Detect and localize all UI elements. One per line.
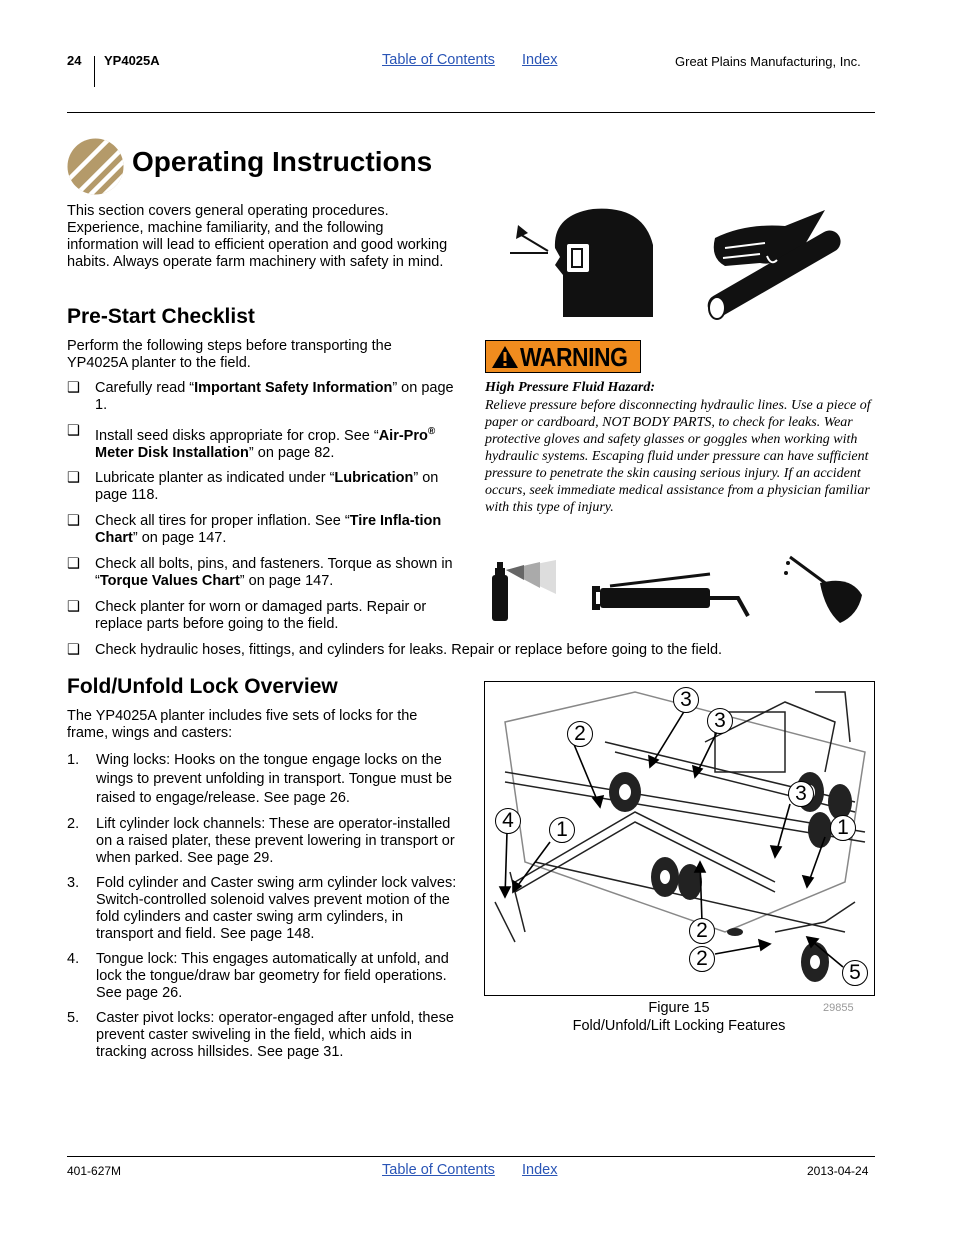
checklist-item: ❑ Carefully read “Important Safety Information” on page 1. xyxy=(67,380,454,413)
checkbox-icon: ❑ xyxy=(67,513,80,529)
index-link[interactable]: Index xyxy=(522,52,558,68)
checklist-item: ❑ Check planter for worn or damaged parts. Repair or replace parts before going to the field. xyxy=(67,599,427,632)
planter-illustration xyxy=(485,682,875,996)
checkbox-icon: ❑ xyxy=(67,556,80,572)
page-number: 24 xyxy=(67,53,82,68)
lock-list-item: 1. Wing locks: Hooks on the tongue engage locks on the wings to prevent unfolding in transport. Tongue must be raised to engage/release. See page 26. xyxy=(67,752,453,806)
page-title: Operating Instructions xyxy=(132,146,433,177)
prestart-heading: Pre-Start Checklist xyxy=(67,305,255,328)
callout-2: 2 xyxy=(689,918,715,944)
warning-triangle-icon xyxy=(491,345,519,369)
checkbox-icon: ❑ xyxy=(67,470,80,486)
footer-rule xyxy=(67,1156,875,1157)
grease-gun-icon xyxy=(590,570,750,620)
header-rule xyxy=(67,112,875,113)
figure-number: Figure 15 xyxy=(648,1000,710,1016)
oil-can-icon xyxy=(780,555,865,625)
section-logo-icon xyxy=(67,138,124,195)
fold-heading: Fold/Unfold Lock Overview xyxy=(67,675,338,698)
header-divider xyxy=(94,56,95,87)
model-name: YP4025A xyxy=(104,53,160,68)
callout-1: 1 xyxy=(830,815,856,841)
checklist-item: ❑ Check hydraulic hoses, fittings, and cylinders for leaks. Repair or replace before going to the field. xyxy=(67,642,723,658)
callout-1: 1 xyxy=(549,817,575,843)
callout-3: 3 xyxy=(673,687,699,713)
fold-intro: The YP4025A planter includes five sets of locks for the frame, wings and casters: xyxy=(67,708,418,741)
checkbox-icon: ❑ xyxy=(67,380,80,396)
intro-paragraph: This section covers general operating procedures. Experience, machine familiarity, and the following information will lead to efficient operation and good working habits. Always operate farm machinery with safety in mind. xyxy=(67,203,448,270)
warning-label: WARNING xyxy=(520,342,628,372)
checklist-item: ❑ Lubricate planter as indicated under “Lubrication” on page 118. xyxy=(67,470,439,503)
safety-goggles-icon xyxy=(508,205,658,317)
checklist-item: ❑ Check all tires for proper inflation. See “Tire Infla-tion Chart” on page 147. xyxy=(67,513,442,546)
figure-caption: Fold/Unfold/Lift Locking Features xyxy=(572,1018,786,1034)
doc-date: 2013-04-24 xyxy=(807,1164,869,1178)
checkbox-icon: ❑ xyxy=(67,599,80,615)
footer-index-link[interactable]: Index xyxy=(522,1162,558,1178)
lock-list-item: 3. Fold cylinder and Caster swing arm cylinder lock valves: Switch-controlled solenoid valves prevent motion of the fold cylinders and caster swing arm cylinders, in transport and field. See page 148. xyxy=(67,875,457,942)
warning-text: Relieve pressure before disconnecting hydraulic lines. Use a piece of paper or cardboard, NOT BODY PARTS, to check for leaks. Wear protective gloves and safety glasses or goggles when working with hydraulic systems. Escaping fluid under pressure can have sufficient pressure to penetrate the skin causing serious injury. If an accident occurs, seek immediate medical assistance from a physician familiar with this type of injury. xyxy=(485,398,871,515)
company-name: Great Plains Manufacturing, Inc. xyxy=(675,54,861,69)
header xyxy=(67,52,875,112)
callout-2: 2 xyxy=(689,946,715,972)
toc-link[interactable]: Table of Contents xyxy=(382,52,495,68)
callout-4: 4 xyxy=(495,808,521,834)
doc-number: 401-627M xyxy=(67,1164,122,1178)
checklist-item: ❑ Check all bolts, pins, and fasteners. Torque as shown in “Torque Values Chart” on page 147. xyxy=(67,556,453,589)
footer-toc-link[interactable]: Table of Contents xyxy=(382,1162,495,1178)
callout-5: 5 xyxy=(842,960,868,986)
spray-can-icon xyxy=(490,560,560,622)
figure-frame xyxy=(484,681,875,996)
warning-badge xyxy=(485,340,641,373)
hand-injection-icon xyxy=(705,208,860,320)
checklist-item: ❑ Install seed disks appropriate for crop. See “Air-Pro® Meter Disk Installation” on page 82. xyxy=(67,423,436,461)
lock-list-item: 5. Caster pivot locks: operator-engaged after unfold, these prevent caster swiveling in the field, which aids in tracking across hillsides. See page 31. xyxy=(67,1010,454,1060)
callout-2: 2 xyxy=(567,721,593,747)
checkbox-icon: ❑ xyxy=(67,642,80,658)
prestart-intro: Perform the following steps before transporting the YP4025A planter to the field. xyxy=(67,338,392,371)
lock-list-item: 4. Tongue lock: This engages automatically at unfold, and lock the tongue/draw bar geometry for field operations. See page 26. xyxy=(67,951,449,1001)
callout-3: 3 xyxy=(707,708,733,734)
callout-3: 3 xyxy=(788,781,814,807)
warning-title: High Pressure Fluid Hazard: xyxy=(485,380,655,395)
checkbox-icon: ❑ xyxy=(67,423,80,439)
lock-list-item: 2. Lift cylinder lock channels: These are operator-installed on a raised plater, these prevent lowering in transport or when parked. See page 29. xyxy=(67,816,455,866)
figure-id: 29855 xyxy=(823,1002,854,1014)
